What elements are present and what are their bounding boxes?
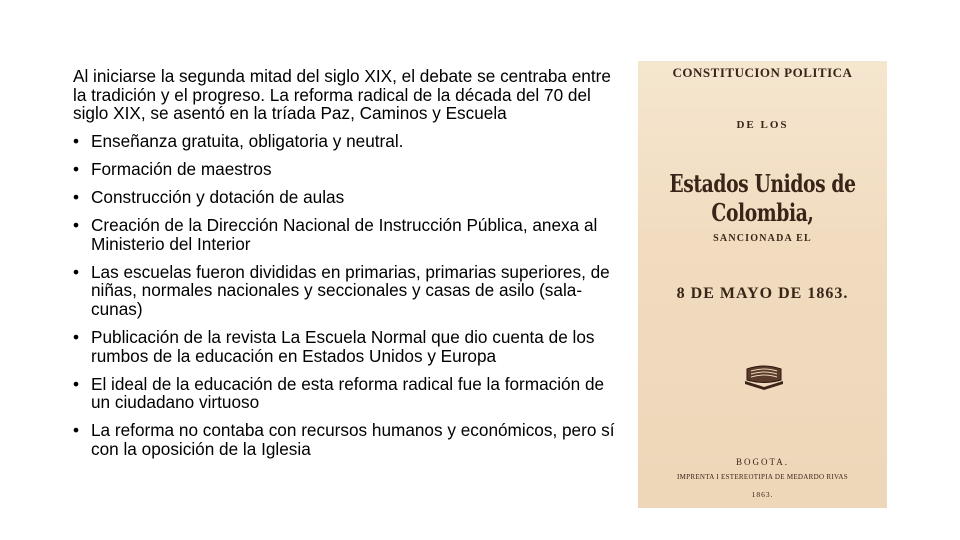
bullet-text: El ideal de la educación de esta reforma radical fue la formación de un ciudadano virtuoso xyxy=(91,373,605,413)
bullet-dot: • xyxy=(73,215,80,236)
bullet-dot: • xyxy=(73,130,80,151)
bullet-text: Formación de maestros xyxy=(91,158,272,179)
cover-de-los: DE LOS xyxy=(736,119,789,131)
bullet-list xyxy=(73,132,623,459)
bullet-text: Enseñanza gratuita, obligatoria y neutral. xyxy=(91,130,404,151)
bullet-item xyxy=(73,132,623,151)
printer-emblem-icon xyxy=(742,361,786,391)
bullet-item xyxy=(73,375,623,412)
intro-paragraph: Al iniciarse la segunda mitad del siglo XIX, el debate se centraba entre la tradición y el progreso. La reforma radical de la década del 70 del siglo XIX, se asentó en la tríada Paz, Caminos y Escuela xyxy=(73,66,611,124)
bullet-text: Las escuelas fueron divididas en primarias, primarias superiores, de niñas, normales nacionales y seccionales y casas de asilo (sala-cunas) xyxy=(91,261,610,319)
cover-sancionada: SANCIONADA EL xyxy=(713,233,812,244)
bullet-item xyxy=(73,421,623,458)
bullet-dot: • xyxy=(73,158,80,179)
slide-text xyxy=(73,67,623,468)
constitution-cover-image xyxy=(638,61,887,508)
cover-title: CONSTITUCION POLITICA xyxy=(672,65,853,80)
bullet-item xyxy=(73,328,623,365)
bullet-text: Construcción y dotación de aulas xyxy=(91,186,345,207)
cover-city: BOGOTA. xyxy=(735,457,790,467)
bullet-item xyxy=(73,216,623,253)
cover-year: 1863. xyxy=(751,490,774,499)
cover-printer: IMPRENTA I ESTEREOTIPIA DE MEDARDO RIVAS xyxy=(677,473,848,481)
bullet-dot: • xyxy=(73,420,80,441)
bullet-item xyxy=(73,160,623,179)
bullet-text: Creación de la Dirección Nacional de Instrucción Pública, anexa al Ministerio del Interior xyxy=(91,215,598,254)
bullet-dot: • xyxy=(73,261,80,282)
cover-country-name: Estados Unidos de Colombia, xyxy=(669,169,856,227)
bullet-text: La reforma no contaba con recursos humanos y económicos, pero sí con la oposición de la Iglesia xyxy=(91,420,615,459)
bullet-item xyxy=(73,263,623,319)
bullet-dot: • xyxy=(73,327,80,348)
bullet-dot: • xyxy=(73,373,80,394)
bullet-item xyxy=(73,188,623,207)
bullet-dot: • xyxy=(73,186,80,207)
bullet-text: Publicación de la revista La Escuela Normal que dio cuenta de los rumbos de la educación en Estados Unidos y Europa xyxy=(91,327,595,366)
cover-date: 8 DE MAYO DE 1863. xyxy=(676,285,849,302)
